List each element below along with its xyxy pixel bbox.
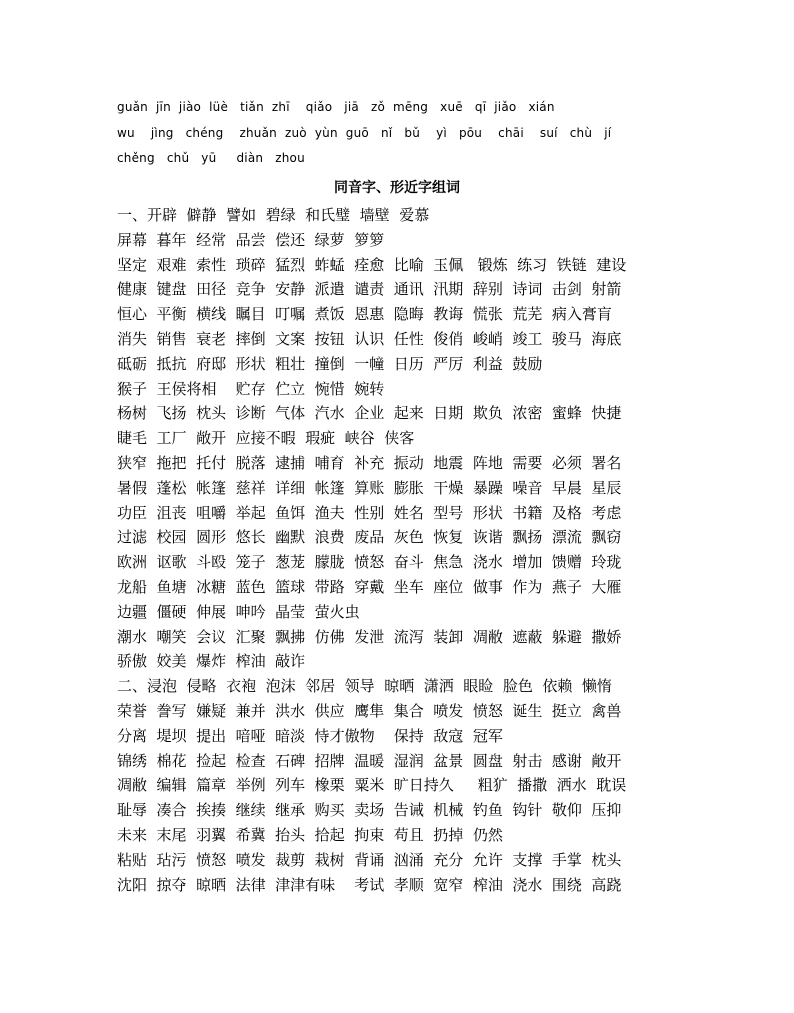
word-line: 荣誉 誊写 嫌疑 兼并 洪水 供应 鹰隼 集合 喷发 愤怒 诞生 挺立 禽兽 bbox=[117, 701, 622, 720]
word-line: 屏幕 暮年 经常 品尝 偿还 绿萝 箩箩 bbox=[117, 230, 385, 249]
word-line: 狭窄 拖把 托付 脱落 逮捕 哺育 补充 振动 地震 阵地 需要 必须 署名 bbox=[117, 453, 622, 472]
word-line: 骄傲 姣美 爆炸 榨油 敲诈 bbox=[117, 652, 306, 671]
word-line: 消失 销售 衰老 摔倒 文案 按钮 认识 任性 俊俏 峻峭 竣工 骏马 海底 bbox=[117, 329, 622, 348]
word-line: 砥砺 抵抗 府邸 形状 粗壮 撞倒 一幢 日历 严厉 利益 鼓励 bbox=[117, 354, 543, 373]
word-line: 坚定 艰难 索性 琐碎 猛烈 蚱蜢 痊愈 比喻 玉佩 锻炼 练习 铁链 建设 bbox=[117, 255, 627, 274]
word-line: 暑假 蓬松 帐篷 慈祥 详细 帐篷 算账 膨胀 干燥 暴躁 噪音 早晨 星辰 bbox=[117, 478, 622, 497]
word-line: 睫毛 工厂 敞开 应接不暇 瑕疵 峡谷 侠客 bbox=[117, 429, 415, 448]
pinyin-line-3: chěng chǔ yū diàn zhou bbox=[117, 151, 305, 165]
word-line: 一、开辟 僻静 譬如 碧绿 和氏璧 墙壁 爱慕 bbox=[117, 206, 430, 224]
word-line: 功臣 沮丧 咀嚼 举起 鱼饵 渔夫 性别 姓名 型号 形状 书籍 及格 考虑 bbox=[117, 503, 622, 522]
word-line: 粘贴 玷污 愤怒 喷发 裁剪 栽树 背诵 汹涌 充分 允许 支撑 手掌 枕头 bbox=[117, 850, 622, 869]
word-line: 杨树 飞扬 枕头 诊断 气体 汽水 企业 起来 日期 欺负 浓密 蜜蜂 快捷 bbox=[117, 404, 622, 423]
word-line: 沈阳 掠夺 晾晒 法律 津津有味 考试 孝顺 宽窄 榨油 浇水 围绕 高跷 bbox=[117, 875, 622, 894]
word-line: 未来 末尾 羽翼 希冀 抬头 拾起 拘束 苟且 扔掉 仍然 bbox=[117, 825, 503, 844]
word-line: 边疆 僵硬 伸展 呻吟 晶莹 萤火虫 bbox=[117, 602, 360, 621]
word-line: 龙船 鱼塘 冰糖 蓝色 篮球 带路 穿戴 坐车 座位 做事 作为 燕子 大雁 bbox=[117, 577, 622, 596]
word-line: 猴子 王侯将相 贮存 伫立 惋惜 婉转 bbox=[117, 379, 385, 398]
pinyin-line-1: guǎn jīn jiào lüè tiǎn zhī qiǎo jiā zǒ mēng xuē qī jiǎo xián bbox=[117, 100, 555, 114]
word-line: 凋敝 编辑 篇章 举例 列车 橡栗 粟米 旷日持久 粗犷 播撒 洒水 耽误 bbox=[117, 776, 627, 795]
word-line: 锦绣 棉花 捡起 检查 石碑 招牌 温暖 湿润 盆景 圆盘 射击 感谢 敞开 bbox=[117, 751, 622, 770]
word-line: 欧洲 讴歌 斗殴 笼子 葱茏 朦胧 愤怒 奋斗 焦急 浇水 增加 馈赠 玲珑 bbox=[117, 553, 622, 572]
section-title: 同音字、形近字组词 bbox=[334, 180, 460, 196]
word-line: 过滤 校园 圆形 悠长 幽默 浪费 废品 灰色 恢复 诙谐 飘扬 漂流 飘窃 bbox=[117, 528, 622, 547]
word-line: 恒心 平衡 横线 瞩目 叮嘱 煮饭 恩惠 隐晦 教诲 慌张 荒芜 病入膏肓 bbox=[117, 305, 612, 324]
word-list bbox=[117, 203, 697, 897]
word-line: 分离 堤坝 提出 喑哑 暗淡 恃才傲物 保持 敌寇 冠军 bbox=[117, 726, 503, 745]
word-line: 耻辱 凑合 挨揍 继续 继承 购买 卖场 告诫 机械 钓鱼 钩针 敬仰 压抑 bbox=[117, 801, 622, 820]
word-line: 健康 键盘 田径 竞争 安静 派遣 谴责 通讯 汛期 辞别 诗词 击剑 射箭 bbox=[117, 280, 622, 299]
pinyin-line-2: wu jìng chéng zhuǎn zuò yùn guō nǐ bǔ yì pōu chāi suí chù jí bbox=[117, 126, 612, 140]
word-line: 潮水 嘲笑 会议 汇聚 飘拂 仿佛 发泄 流泻 装卸 凋敝 遮蔽 躲避 撒娇 bbox=[117, 627, 622, 646]
word-line: 二、浸泡 侵略 衣袍 泡沫 邻居 领导 晾晒 潇洒 眼睑 脸色 依赖 懒惰 bbox=[117, 677, 612, 696]
